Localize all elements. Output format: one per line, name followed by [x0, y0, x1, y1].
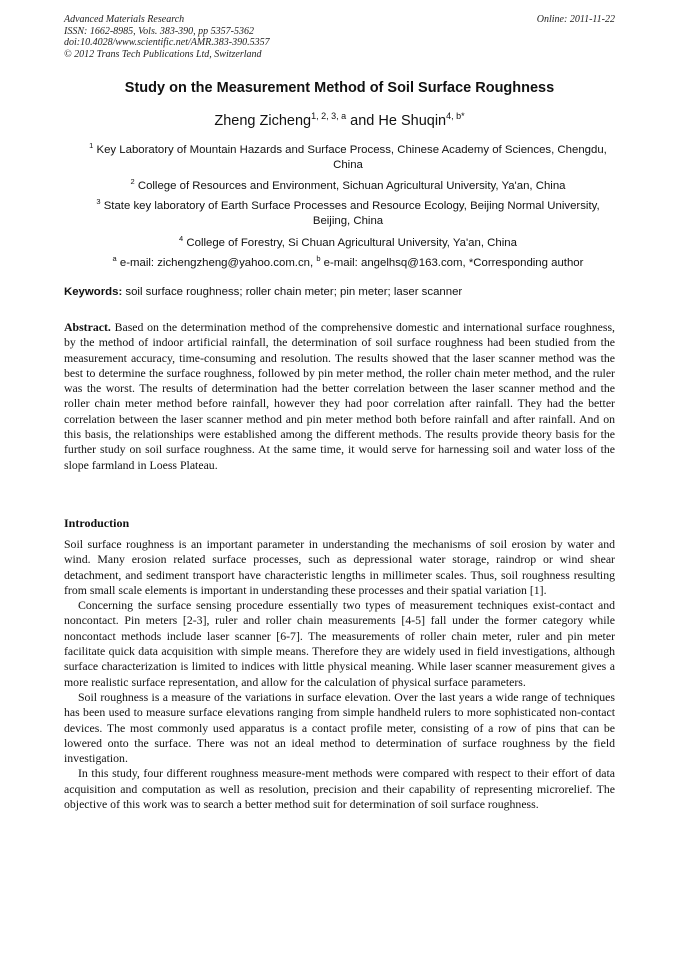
journal-name: Advanced Materials Research: [64, 14, 185, 25]
paragraph: In this study, four different roughness measure-ment methods were compared with respect to their effort of data acquisition and computation as well as resolution, precision and their capability of representing microrelief. The objective of this work was to search a better method suit for determination of soil surface roughness.: [64, 766, 615, 812]
section-heading: Introduction: [64, 516, 130, 530]
affiliation: [80, 138, 616, 173]
online-date: Online: 2011-11-22: [536, 14, 615, 25]
journal-header: [64, 14, 615, 60]
abstract-label: Abstract.: [64, 320, 111, 334]
paragraph: Concerning the surface sensing procedure essentially two types of measurement techniques exist-contact and noncontact. Pin meters [2-3], ruler and roller chain measurements [4-5] fall under the former category while noncontact methods include laser scanner [6-7]. The measurements of roller chain meter, ruler and pin meter facilitate quick data acquisition with simple means. Therefore they are widely used in field investigations, although surface characterization is limited to indices with little physical meaning. While laser scanner measurement gives a more realistic surface representation, and allow for the calculation of physical surface parameters.: [64, 598, 615, 689]
author-name: Zheng Zicheng: [214, 112, 312, 129]
email-text: e-mail: zichengzheng@yahoo.com.cn,: [116, 256, 317, 269]
issn-line: ISSN: 1662-8985, Vols. 383-390, pp 5357-5362: [64, 25, 254, 37]
introduction-body: [64, 537, 615, 812]
affiliation-number: 3: [96, 197, 101, 206]
keywords-text: soil surface roughness; roller chain meter; pin meter; laser scanner: [122, 286, 463, 298]
keywords: [64, 286, 615, 298]
affiliation-text: State key laboratory of Earth Surface Processes and Resource Ecology, Beijing Normal University, Beijing, China: [103, 199, 600, 227]
copyright-line: © 2012 Trans Tech Publications Ltd, Switzerland: [64, 48, 262, 60]
affiliation-text: Key Laboratory of Mountain Hazards and Surface Process, Chinese Academy of Sciences, Chengdu, China: [96, 143, 607, 171]
author-line: [64, 111, 615, 129]
abstract: [64, 320, 615, 473]
email-superscript: a: [112, 254, 117, 263]
affiliation-number: 2: [130, 177, 135, 186]
affiliation-number: 4: [179, 234, 184, 243]
affiliation-text: College of Resources and Environment, Sichuan Agricultural University, Ya'an, China: [137, 179, 566, 192]
paper-title: Study on the Measurement Method of Soil Surface Roughness: [124, 80, 555, 96]
keywords-label: Keywords:: [64, 286, 123, 298]
email-line: [80, 251, 616, 271]
email-text: e-mail: angelhsq@163.com, *Corresponding author: [320, 256, 584, 269]
paragraph: Soil roughness is a measure of the variations in surface elevation. Over the last years a wide range of techniques has been used to measure surface elevations ranging from simple handheld rulers to more sophisticated non-contact devices. The most commonly used apparatus is a contact profile meter, consisting of a row of pins that can be lowered onto the surface. There was not an ideal method to determination of surface roughness by the field investigation.: [64, 689, 615, 766]
author-superscript: 4, b*: [446, 111, 465, 121]
abstract-text: Based on the determination method of the comprehensive domestic and international surface roughness, by the method of indoor artificial rainfall, the determination of soil surface roughness had been studied from the measurement accuracy, time-consuming and resolution. The results showed that the laser scanner method was the best to determine the surface roughness, followed by pin meter method, the roller chain meter method, and the ruler was the worst. The results of determination had the better correlation between the laser scanner method and the roller chain meter method before rainfall, however they had poor correlation after rainfall. They had the better correlation between the laser scanner method and pin meter method both before rainfall and after rainfall. And on this basis, the relationships were established among the different methods. The results provide theory basis for the further study on soil surface roughness. At the same time, it would serve for harnessing soil and water loss of the slope farmland in Loess Plateau.: [64, 320, 615, 472]
author-superscript: 1, 2, 3, a: [311, 111, 347, 121]
affiliation: [80, 231, 616, 251]
affiliation-number: 1: [89, 141, 94, 150]
affiliation: [80, 194, 616, 229]
author-name: He Shuqin: [378, 112, 447, 129]
email-superscript: b: [316, 254, 321, 263]
affiliation: [80, 174, 616, 194]
affiliation-text: College of Forestry, Si Chuan Agricultural University, Ya'an, China: [186, 236, 517, 249]
paragraph: Soil surface roughness is an important parameter in understanding the mechanisms of soil erosion by water and wind. Many erosion related surface processes, such as depressional water storage, raindrop or wind shear detachment, and sediment transport have characteristic lengths in millimeter scales. Thus, soil roughness resulting from small scale elements is important in understanding these processes and their spatial variation [1].: [64, 537, 615, 597]
author-conjunction: and: [346, 112, 379, 129]
doi-line: doi:10.4028/www.scientific.net/AMR.383-390.5357: [64, 37, 270, 48]
